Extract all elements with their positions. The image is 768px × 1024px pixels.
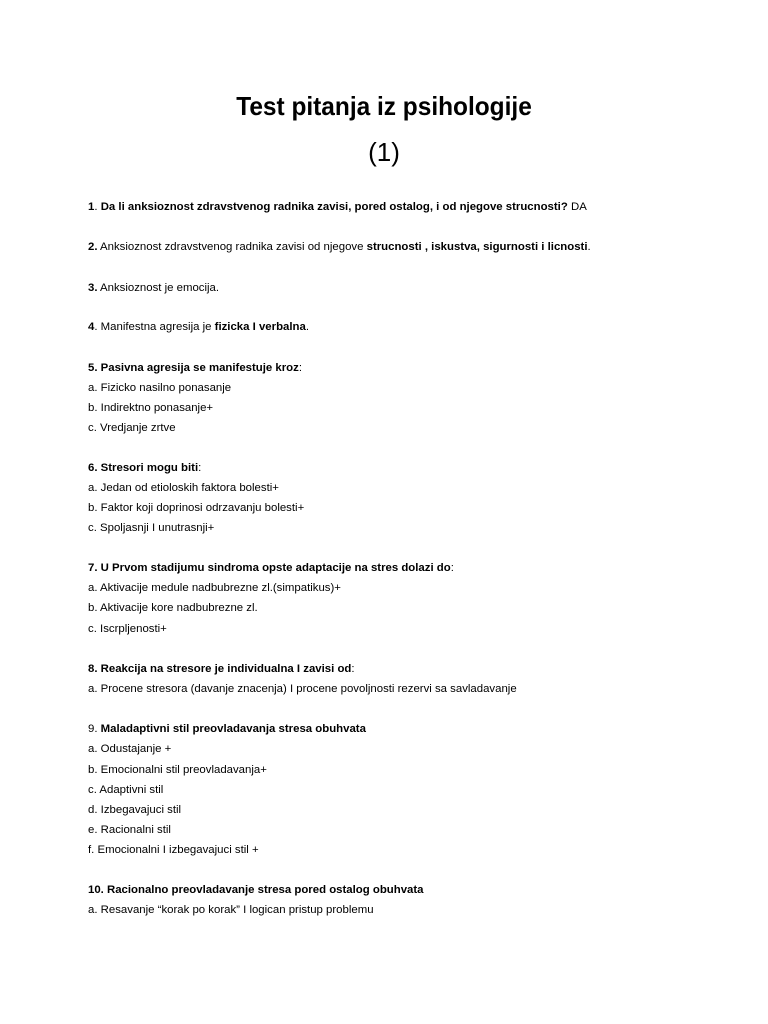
option-10a: a. Resavanje “korak po korak” I logican pristup problemu <box>88 904 374 916</box>
question-text: 6. Stresori mogu biti <box>88 462 199 474</box>
question-number: 1 <box>88 201 95 213</box>
question-10: 10. Racionalno preovladavanje stresa pored ostalog obuhvata <box>88 884 424 896</box>
option-5c: c. Vredjanje zrtve <box>88 422 176 434</box>
colon: : <box>450 562 454 574</box>
separator: . <box>94 201 101 213</box>
question-text: Da li anksioznost zdravstvenog radnika zavisi, pored ostalog, i od njegove strucnosti? <box>100 201 568 213</box>
question-number: 4 <box>88 321 95 333</box>
option-7a: a. Aktivacije medule nadbubrezne zl.(simpatikus)+ <box>88 582 341 594</box>
question-text: Anksioznost zdravstvenog radnika zavisi od njegove <box>97 241 367 253</box>
punctuation: . <box>587 241 591 253</box>
option-9c: c. Adaptivni stil <box>88 784 164 796</box>
document-title: Test pitanja iz psihologije <box>236 91 532 121</box>
document-subtitle: (1) <box>368 137 400 167</box>
answer-text: strucnosti , iskustva, sigurnosti i licnosti <box>366 241 588 253</box>
answer-text: DA <box>567 201 587 213</box>
question-number: 9. <box>88 723 101 735</box>
colon: : <box>351 663 355 675</box>
question-number: 3. <box>88 282 98 294</box>
question-text: 5. Pasivna agresija se manifestuje kroz <box>88 362 299 374</box>
question-text: Anksioznost je emocija. <box>97 282 220 294</box>
question-4 <box>88 319 309 335</box>
option-9b: b. Emocionalni stil preovladavanja+ <box>88 764 267 776</box>
option-9a: a. Odustajanje + <box>88 743 172 755</box>
option-7b: b. Aktivacije kore nadbubrezne zl. <box>88 602 258 614</box>
question-9 <box>88 721 366 737</box>
question-7 <box>88 560 454 576</box>
option-9f: f. Emocionalni I izbegavajuci stil + <box>88 844 259 856</box>
question-number: 2. <box>88 241 98 253</box>
option-5b: b. Indirektno ponasanje+ <box>88 402 214 414</box>
answer-text: fizicka I verbalna <box>214 321 306 333</box>
option-7c: c. Iscrpljenosti+ <box>88 623 167 635</box>
option-9e: e. Racionalni stil <box>88 824 171 836</box>
colon: : <box>298 362 303 374</box>
colon: : <box>198 462 202 474</box>
question-5 <box>88 360 302 376</box>
question-text: . Manifestna agresija je <box>94 321 215 333</box>
question-text: Maladaptivni stil preovladavanja stresa obuhvata <box>100 723 366 735</box>
question-text: 8. Reakcija na stresore je individualna I zavisi od <box>88 663 352 675</box>
question-8 <box>88 661 355 677</box>
question-3 <box>88 280 219 296</box>
option-6a: a. Jedan od etioloskih faktora bolesti+ <box>88 482 279 494</box>
option-6c: c. Spoljasnji I unutrasnji+ <box>88 522 215 534</box>
question-6 <box>88 460 201 476</box>
option-6b: b. Faktor koji doprinosi odrzavanju bolesti+ <box>88 502 305 514</box>
option-5a: a. Fizicko nasilno ponasanje <box>88 382 232 394</box>
option-9d: d. Izbegavajuci stil <box>88 804 182 816</box>
option-8a: a. Procene stresora (davanje znacenja) I procene povoljnosti rezervi sa savladavanje <box>88 683 517 695</box>
question-text: 7. U Prvom stadijumu sindroma opste adaptacije na stres dolazi do <box>88 562 451 574</box>
question-1 <box>88 199 587 215</box>
question-2 <box>88 239 591 255</box>
punctuation: . <box>305 321 309 333</box>
